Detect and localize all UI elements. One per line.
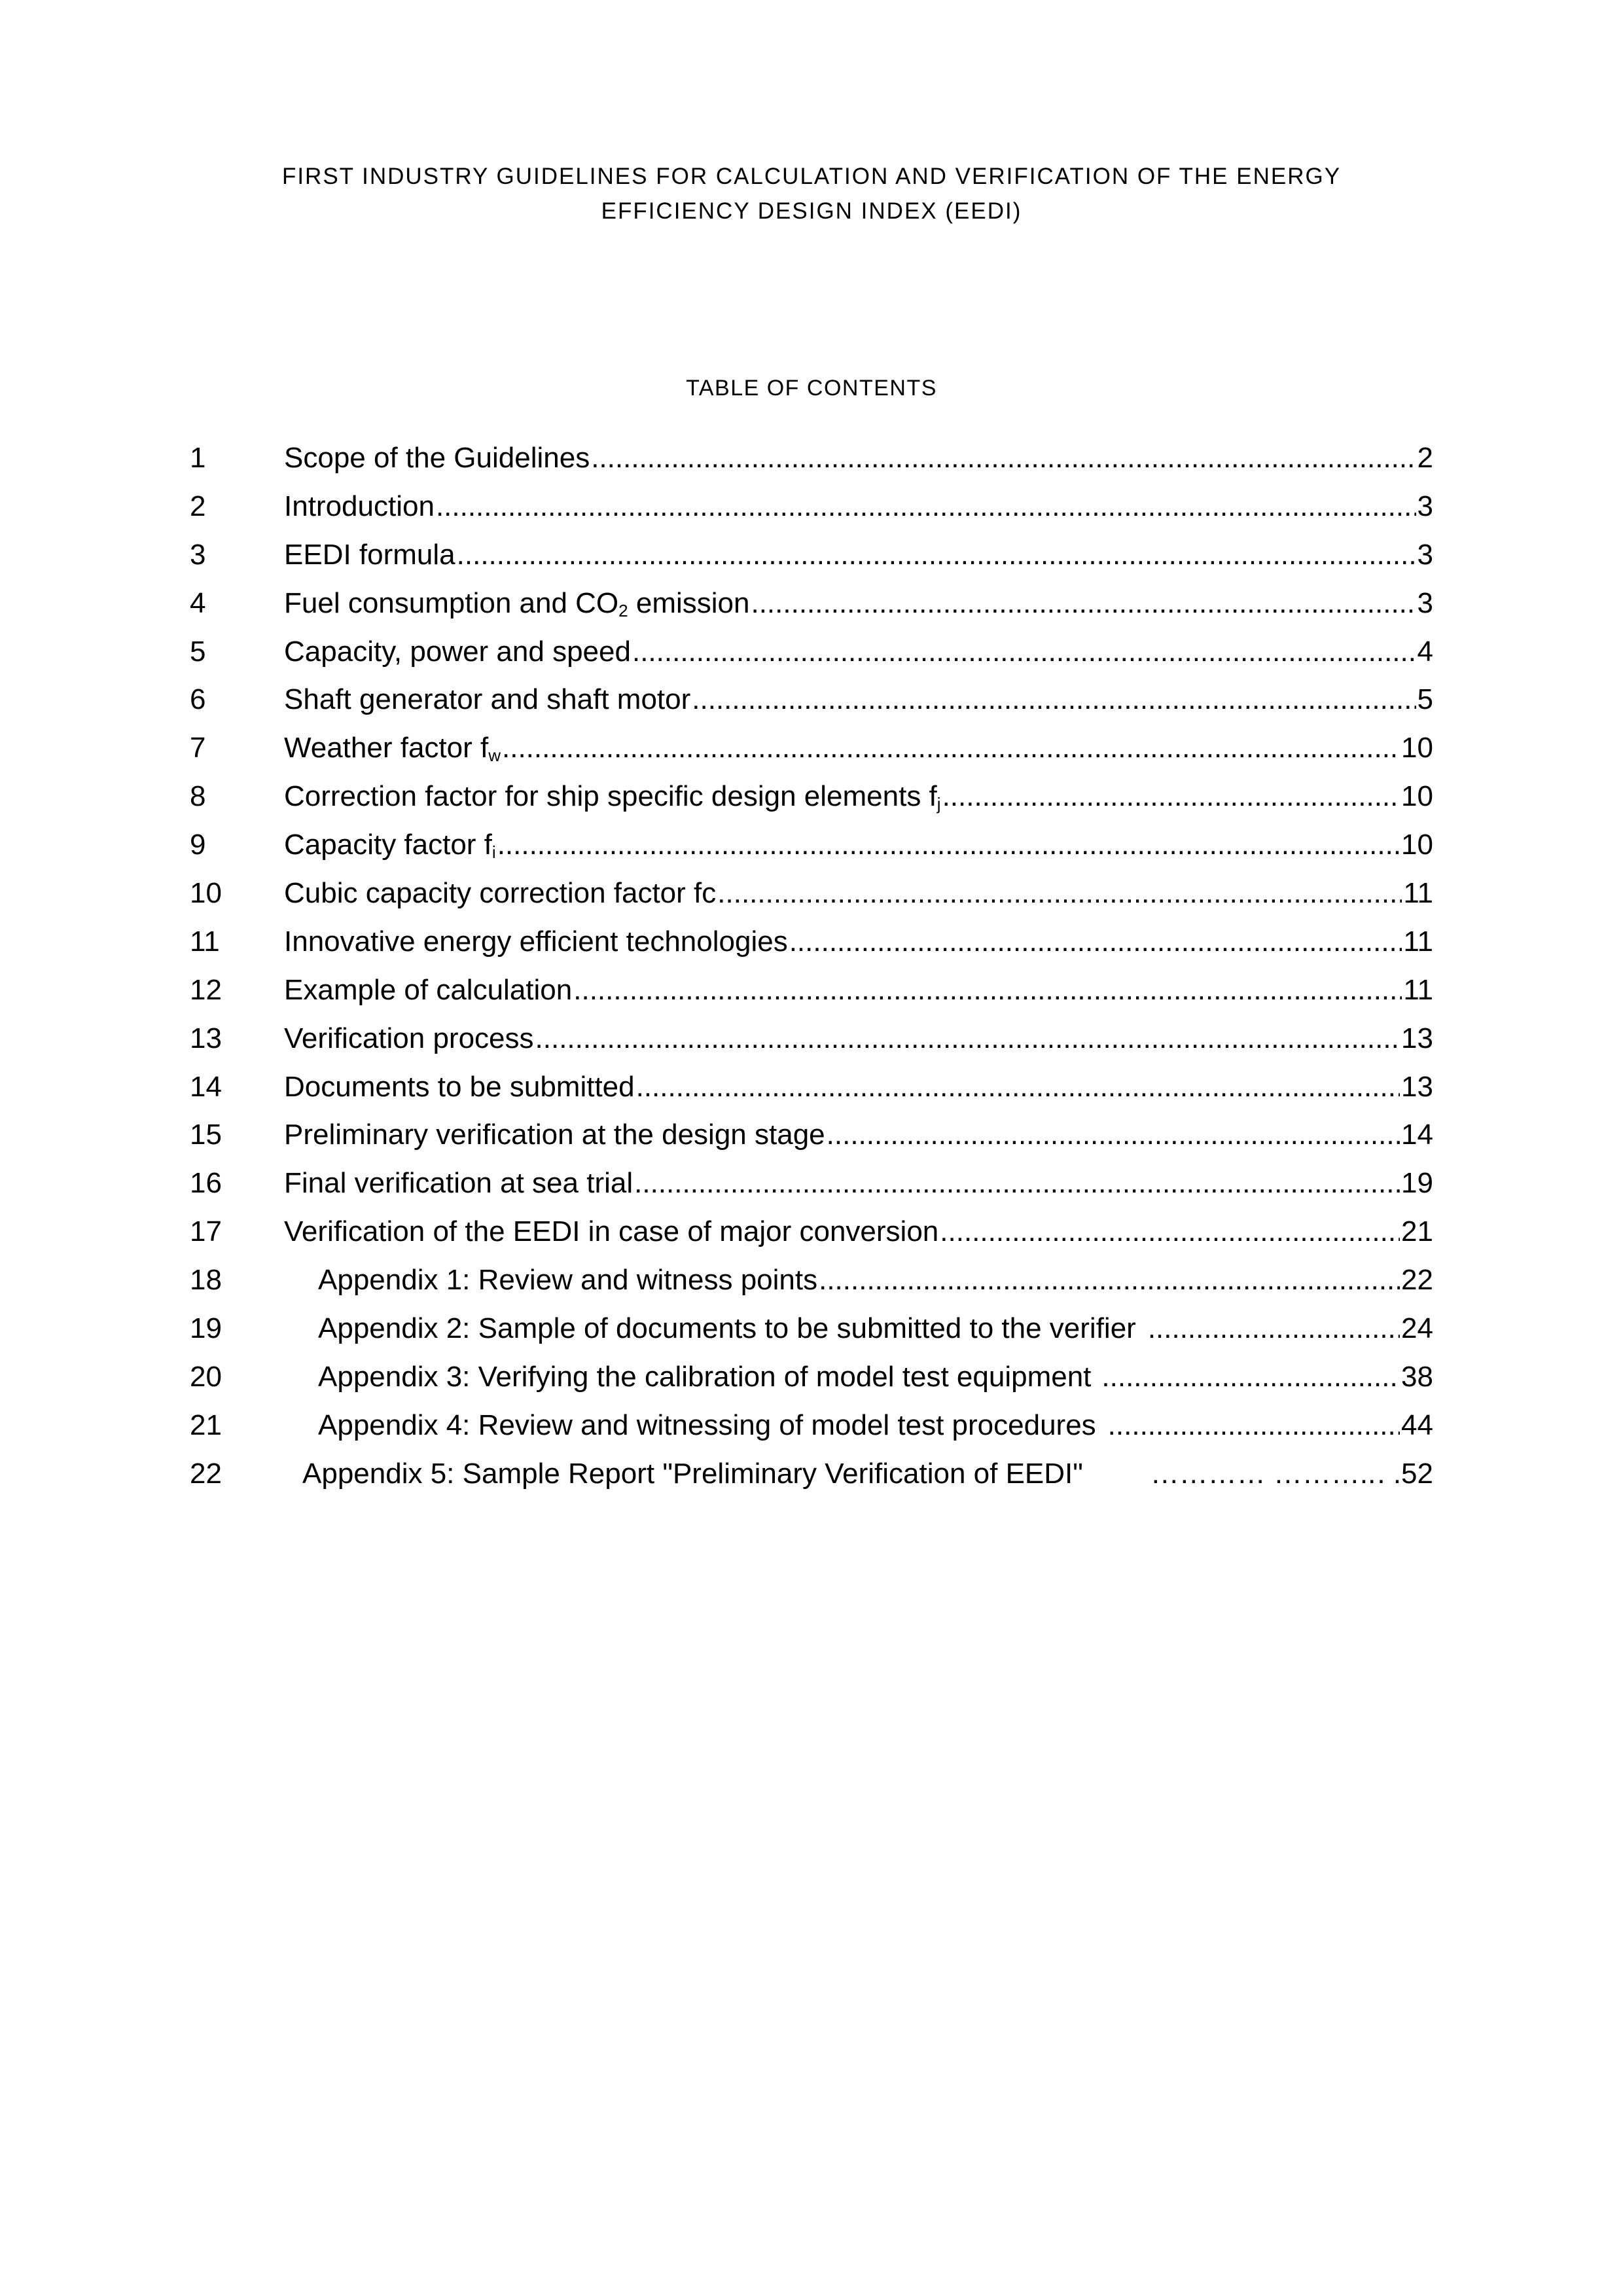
toc-row-1[interactable] xyxy=(190,434,1433,482)
toc-number: 16 xyxy=(190,1167,222,1200)
toc-page-number[interactable]: 4 xyxy=(1417,635,1433,668)
toc-dot-leader xyxy=(634,1159,1400,1208)
toc-row-18[interactable] xyxy=(190,1256,1433,1304)
toc-entry-title[interactable]: Appendix 5: Sample Report "Preliminary Verification of EEDI" xyxy=(302,1457,1083,1490)
toc-dot-leader xyxy=(497,821,1400,869)
toc-row-21[interactable] xyxy=(190,1401,1433,1450)
toc-number: 13 xyxy=(190,1022,222,1054)
toc-entry-title[interactable]: Verification process xyxy=(284,1022,534,1054)
toc-entry-title[interactable]: Introduction xyxy=(284,490,435,522)
toc-dot-leader xyxy=(827,1111,1400,1159)
toc-entry-title[interactable]: Example of calculation xyxy=(284,973,573,1006)
toc-page-number[interactable]: 11 xyxy=(1403,877,1433,910)
toc-page-number[interactable]: 21 xyxy=(1401,1215,1433,1248)
toc-entry-title[interactable]: Appendix 2: Sample of documents to be submitted to the verifier xyxy=(318,1312,1136,1345)
toc-entry-title[interactable] xyxy=(284,579,749,628)
toc-dot-leader xyxy=(457,531,1416,579)
toc-page-number[interactable]: 19 xyxy=(1401,1167,1433,1200)
toc-row-4[interactable] xyxy=(190,579,1433,628)
toc-page-number[interactable]: 24 xyxy=(1401,1312,1433,1345)
toc-number: 12 xyxy=(190,973,222,1006)
toc-entry-title[interactable]: Preliminary verification at the design stage xyxy=(284,1119,825,1151)
toc-number: 19 xyxy=(190,1312,222,1345)
table-of-contents xyxy=(190,434,1433,1498)
toc-page-number[interactable]: 3 xyxy=(1417,586,1433,619)
toc-row-17[interactable] xyxy=(190,1208,1433,1256)
toc-row-10[interactable] xyxy=(190,869,1433,918)
toc-page-number[interactable]: 38 xyxy=(1401,1360,1433,1393)
toc-row-9[interactable] xyxy=(190,821,1433,869)
toc-row-19[interactable] xyxy=(190,1304,1433,1353)
toc-page-number[interactable]: 13 xyxy=(1401,1070,1433,1103)
toc-page-number[interactable]: 11 xyxy=(1403,973,1433,1006)
toc-dot-leader xyxy=(1101,1353,1400,1401)
toc-dot-leader xyxy=(436,482,1416,531)
toc-number: 21 xyxy=(190,1408,222,1441)
toc-number: 9 xyxy=(190,829,206,861)
toc-page-number[interactable]: 10 xyxy=(1401,732,1433,764)
toc-number: 11 xyxy=(190,925,220,958)
toc-number: 4 xyxy=(190,586,206,619)
toc-row-14[interactable] xyxy=(190,1063,1433,1111)
toc-entry-title[interactable]: Cubic capacity correction factor fc xyxy=(284,877,717,910)
toc-page-number[interactable]: 10 xyxy=(1401,829,1433,861)
toc-row-11[interactable] xyxy=(190,918,1433,966)
toc-entry-title-tail: emission xyxy=(628,586,750,619)
toc-row-7[interactable] xyxy=(190,724,1433,772)
toc-dot-leader: ………… ……….. xyxy=(1150,1457,1376,1490)
toc-row-6[interactable] xyxy=(190,675,1433,724)
toc-number: 7 xyxy=(190,732,206,764)
toc-number: 3 xyxy=(190,538,206,571)
toc-entry-title[interactable]: Innovative energy efficient technologies xyxy=(284,925,788,958)
toc-dot-leader xyxy=(940,1208,1400,1256)
toc-dot-leader xyxy=(1148,1304,1400,1353)
toc-dot-leader xyxy=(1108,1401,1400,1450)
toc-entry-title-main: Correction factor for ship specific design elements f xyxy=(284,780,937,813)
toc-number: 5 xyxy=(190,635,206,668)
toc-page-number[interactable]: 11 xyxy=(1403,925,1433,958)
document-title-line-1: FIRST INDUSTRY GUIDELINES FOR CALCULATION AND VERIFICATION OF THE ENERGY xyxy=(281,164,1342,189)
toc-page-number[interactable]: 10 xyxy=(1401,780,1433,813)
toc-number: 17 xyxy=(190,1215,222,1248)
toc-number: 10 xyxy=(190,877,222,910)
toc-row-13[interactable] xyxy=(190,1014,1433,1063)
toc-number: 2 xyxy=(190,490,206,522)
toc-number: 22 xyxy=(190,1457,222,1490)
toc-entry-subscript: 2 xyxy=(618,600,628,620)
toc-row-8[interactable] xyxy=(190,772,1433,821)
toc-entry-title-main: Weather factor f xyxy=(284,732,489,764)
toc-dot-leader xyxy=(535,1014,1400,1063)
toc-row-15[interactable] xyxy=(190,1111,1433,1159)
toc-entry-title-main: Capacity factor f xyxy=(284,829,492,861)
toc-row-3[interactable] xyxy=(190,531,1433,579)
document-title-line-2: EFFICIENCY DESIGN INDEX (EEDI) xyxy=(601,198,1022,224)
toc-entry-title[interactable]: Appendix 1: Review and witness points xyxy=(318,1264,818,1297)
toc-entry-subscript: w xyxy=(488,745,501,766)
toc-number: 20 xyxy=(190,1360,222,1393)
toc-dot-leader xyxy=(573,966,1402,1014)
toc-entry-title[interactable] xyxy=(284,772,941,821)
toc-page-number[interactable]: 13 xyxy=(1401,1022,1433,1054)
toc-dot-leader xyxy=(751,579,1416,628)
toc-number: 6 xyxy=(190,683,206,716)
toc-page-number[interactable]: 3 xyxy=(1417,538,1433,571)
toc-entry-title-main: Fuel consumption and CO xyxy=(284,586,619,619)
toc-entry-title[interactable] xyxy=(284,821,496,869)
toc-entry-title[interactable]: Capacity, power and speed xyxy=(284,635,631,668)
toc-page-number[interactable]: 2 xyxy=(1417,442,1433,474)
toc-number: 18 xyxy=(190,1264,222,1297)
toc-dot-leader xyxy=(636,1063,1400,1111)
toc-entry-title[interactable]: Documents to be submitted xyxy=(284,1070,635,1103)
toc-page-number[interactable]: 5 xyxy=(1417,683,1433,716)
toc-entry-title[interactable]: Final verification at sea trial xyxy=(284,1167,633,1200)
toc-row-12[interactable] xyxy=(190,966,1433,1014)
toc-entry-title[interactable]: Scope of the Guidelines xyxy=(284,442,590,474)
toc-dot-leader xyxy=(502,724,1400,772)
toc-entry-title[interactable]: Appendix 3: Verifying the calibration of model test equipment xyxy=(318,1360,1092,1393)
toc-page-number[interactable]: . .52 xyxy=(1377,1457,1433,1490)
toc-entry-title[interactable]: EEDI formula xyxy=(284,538,455,571)
toc-row-5[interactable] xyxy=(190,628,1433,676)
toc-entry-title[interactable]: Shaft generator and shaft motor xyxy=(284,683,691,716)
toc-row-22[interactable] xyxy=(190,1450,1433,1498)
toc-row-16[interactable] xyxy=(190,1159,1433,1208)
toc-number: 1 xyxy=(190,442,206,474)
toc-number: 15 xyxy=(190,1119,222,1151)
toc-dot-leader xyxy=(942,772,1400,821)
toc-heading: TABLE OF CONTENTS xyxy=(686,376,937,401)
toc-row-2[interactable] xyxy=(190,482,1433,531)
toc-row-20[interactable] xyxy=(190,1353,1433,1401)
toc-page-number[interactable]: 44 xyxy=(1401,1408,1433,1441)
toc-dot-leader xyxy=(717,869,1402,918)
toc-dot-leader xyxy=(819,1256,1400,1304)
toc-number: 8 xyxy=(190,780,206,813)
toc-entry-title[interactable]: Appendix 4: Review and witnessing of model test procedures xyxy=(318,1408,1096,1441)
toc-page-number[interactable]: 14 xyxy=(1401,1119,1433,1151)
toc-entry-subscript: j xyxy=(936,794,941,814)
toc-page-number[interactable]: 3 xyxy=(1417,490,1433,522)
toc-entry-title[interactable] xyxy=(284,724,501,772)
toc-dot-leader xyxy=(789,918,1402,966)
toc-dot-leader xyxy=(591,434,1416,482)
document-title xyxy=(0,159,1623,228)
toc-number: 14 xyxy=(190,1070,222,1103)
toc-entry-subscript: i xyxy=(491,842,496,863)
toc-page-number[interactable]: 22 xyxy=(1401,1264,1433,1297)
toc-dot-leader xyxy=(692,675,1416,724)
toc-entry-title[interactable]: Verification of the EEDI in case of major conversion xyxy=(284,1215,939,1248)
toc-dot-leader xyxy=(632,628,1416,676)
